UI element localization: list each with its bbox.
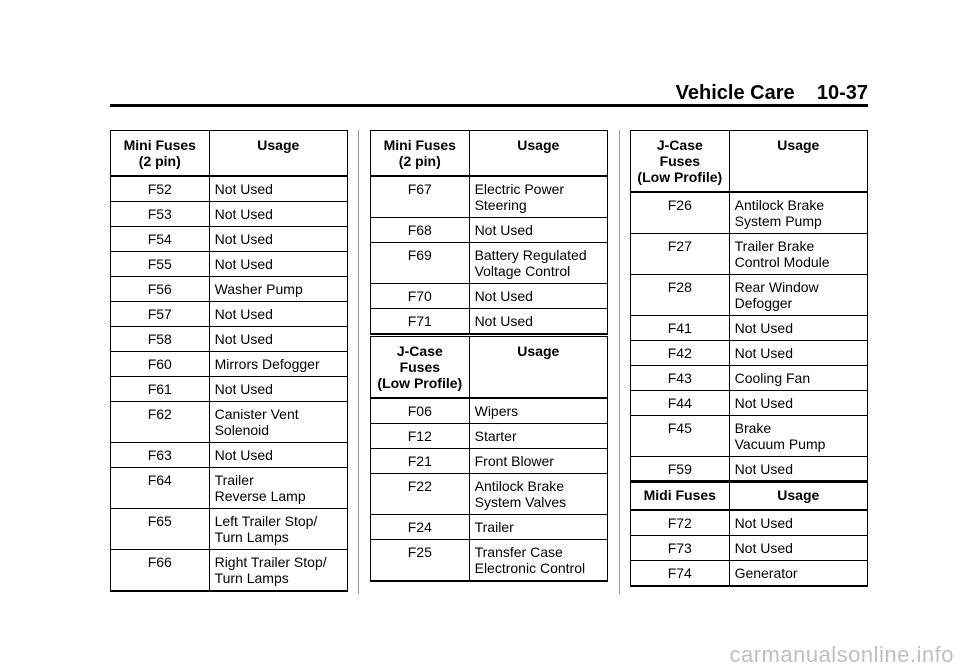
header-text: (Low Profile) (637, 169, 723, 185)
fuse-usage (729, 275, 867, 316)
usage-text: Rear Window (734, 279, 819, 295)
usage-text: Solenoid (214, 422, 270, 438)
table-row (111, 550, 348, 592)
table-row (111, 327, 348, 352)
fuse-usage (729, 316, 867, 341)
fuse-usage (729, 341, 867, 366)
fuse-usage (469, 515, 607, 540)
table-row (631, 316, 868, 341)
table-row (371, 243, 608, 284)
fuse-id: F25 (371, 540, 470, 582)
fuse-usage (729, 416, 867, 457)
usage-text: Vacuum Pump (734, 436, 826, 452)
usage-text: Not Used (734, 540, 793, 556)
fuse-usage (469, 398, 607, 424)
fuse-id: F58 (111, 327, 210, 352)
table-row (631, 192, 868, 234)
usage-text: Turn Lamps (214, 529, 289, 545)
usage-text: Right Trailer Stop/ (214, 554, 327, 570)
fuse-usage (469, 243, 607, 284)
table-row (111, 202, 348, 227)
fuse-id: F06 (371, 398, 470, 424)
usage-text: Reverse Lamp (214, 488, 306, 504)
fuse-id: F43 (631, 366, 730, 391)
usage-text: Not Used (734, 320, 793, 336)
watermark: carmanualsonline.info (729, 642, 954, 667)
usage-text: Not Used (214, 206, 273, 222)
table-row (371, 284, 608, 309)
usage-text: Control Module (734, 254, 830, 270)
fuse-id: F12 (371, 424, 470, 449)
usage-text: Not Used (734, 395, 793, 411)
usage-text: Not Used (734, 345, 793, 361)
table-row (371, 424, 608, 449)
usage-text: Not Used (474, 313, 533, 329)
header-text: Usage (777, 137, 820, 153)
table-row (631, 457, 868, 483)
fuse-usage (209, 252, 347, 277)
j-case-fuses-table-1 (370, 336, 608, 582)
fuse-id: F45 (631, 416, 730, 457)
fuse-usage (469, 284, 607, 309)
usage-text: Steering (474, 197, 527, 213)
table-row (631, 341, 868, 366)
table-row (111, 227, 348, 252)
usage-text: Not Used (474, 288, 533, 304)
usage-text: Starter (474, 428, 517, 444)
fuse-id: F26 (631, 192, 730, 234)
fuse-id: F54 (111, 227, 210, 252)
table-row (631, 536, 868, 561)
fuse-id: F67 (371, 176, 470, 218)
fuse-id: F56 (111, 277, 210, 302)
header-text: Usage (257, 137, 300, 153)
fuse-usage (209, 550, 347, 592)
fuse-usage (209, 468, 347, 509)
usage-text: Not Used (214, 181, 273, 197)
fuse-id: F21 (371, 449, 470, 474)
table-row (111, 509, 348, 550)
fuse-usage (729, 391, 867, 416)
fuse-id: F68 (371, 218, 470, 243)
midi-fuses-table (630, 480, 868, 587)
fuse-usage (209, 302, 347, 327)
usage-text: Not Used (734, 515, 793, 531)
table-row (111, 252, 348, 277)
usage-text: System Valves (474, 494, 567, 510)
table-row (371, 540, 608, 582)
fuse-column-header (371, 337, 470, 399)
fuse-column-header (111, 131, 210, 177)
table-row (111, 402, 348, 443)
column-divider (619, 130, 620, 594)
usage-text: Canister Vent (214, 406, 299, 422)
usage-text: System Pump (734, 213, 822, 229)
fuse-id: F62 (111, 402, 210, 443)
table-row (111, 352, 348, 377)
usage-text: Electric Power (474, 181, 565, 197)
table-row (631, 391, 868, 416)
mini-fuses-table-2 (370, 130, 608, 335)
usage-text: Not Used (214, 231, 273, 247)
table-header-row (371, 337, 608, 399)
table-row (111, 176, 348, 202)
fuse-id: F22 (371, 474, 470, 515)
fuse-usage (469, 424, 607, 449)
fuse-usage (469, 309, 607, 335)
usage-text: Not Used (214, 381, 273, 397)
usage-text: Defogger (734, 295, 793, 311)
fuse-id: F66 (111, 550, 210, 592)
header-text: Usage (517, 343, 560, 359)
usage-column-header (729, 131, 867, 193)
fuse-id: F61 (111, 377, 210, 402)
fuse-id: F52 (111, 176, 210, 202)
fuse-id: F64 (111, 468, 210, 509)
usage-column-header (729, 481, 867, 511)
fuse-id: F24 (371, 515, 470, 540)
usage-column-header (469, 131, 607, 177)
fuse-usage (469, 218, 607, 243)
usage-text: Cooling Fan (734, 370, 811, 386)
table-row (371, 515, 608, 540)
header-text: Fuses (659, 153, 701, 169)
table-row (371, 309, 608, 335)
fuse-id: F73 (631, 536, 730, 561)
header-text: Mini Fuses (383, 137, 456, 153)
j-case-fuses-table-2 (630, 130, 868, 483)
fuse-usage (209, 402, 347, 443)
usage-text: Electronic Control (474, 560, 586, 576)
usage-text: Not Used (734, 461, 793, 477)
usage-column-header (469, 337, 607, 399)
fuse-usage (729, 510, 867, 536)
usage-text: Not Used (214, 331, 273, 347)
fuse-id: F69 (371, 243, 470, 284)
table-row (371, 474, 608, 515)
usage-text: Trailer Brake (734, 238, 815, 254)
table-row (111, 277, 348, 302)
fuse-usage (209, 227, 347, 252)
fuse-usage (209, 277, 347, 302)
fuse-id: F44 (631, 391, 730, 416)
fuse-usage (469, 176, 607, 218)
header-text: (2 pin) (398, 153, 441, 169)
fuse-id: F28 (631, 275, 730, 316)
table-header-row (631, 481, 868, 511)
page-title: Vehicle Care 10-37 (675, 82, 868, 104)
table-row (111, 377, 348, 402)
fuse-usage (729, 457, 867, 483)
table-row (631, 561, 868, 587)
fuse-id: F42 (631, 341, 730, 366)
fuse-usage (729, 536, 867, 561)
fuse-id: F70 (371, 284, 470, 309)
fuse-usage (729, 192, 867, 234)
usage-text: Trailer (214, 472, 254, 488)
usage-text: Turn Lamps (214, 570, 289, 586)
fuse-id: F27 (631, 234, 730, 275)
fuse-usage (729, 234, 867, 275)
fuse-column-header (631, 131, 730, 193)
column-divider (358, 130, 359, 594)
fuse-id: F63 (111, 443, 210, 468)
fuse-column-header (631, 481, 730, 511)
fuse-usage (729, 561, 867, 587)
table-row (111, 468, 348, 509)
fuse-id: F65 (111, 509, 210, 550)
fuse-usage (209, 327, 347, 352)
fuse-id: F60 (111, 352, 210, 377)
table-row (371, 176, 608, 218)
header-text: (2 pin) (138, 153, 181, 169)
usage-text: Transfer Case (474, 544, 563, 560)
fuse-usage (209, 352, 347, 377)
usage-text: Generator (734, 565, 798, 581)
fuse-id: F74 (631, 561, 730, 587)
table-row (631, 416, 868, 457)
usage-text: Brake (734, 420, 772, 436)
header-text: J-Case (656, 137, 703, 153)
fuse-usage (209, 176, 347, 202)
fuse-usage (209, 202, 347, 227)
usage-text: Left Trailer Stop/ (214, 513, 318, 529)
fuse-usage (469, 474, 607, 515)
table-row (631, 510, 868, 536)
table-header-row (371, 131, 608, 177)
header-text: Usage (517, 137, 560, 153)
fuse-usage (469, 540, 607, 582)
usage-text: Not Used (474, 222, 533, 238)
fuse-usage (729, 366, 867, 391)
usage-text: Not Used (214, 256, 273, 272)
table-row (111, 443, 348, 468)
fuse-usage (209, 443, 347, 468)
fuse-usage (469, 449, 607, 474)
page-header (110, 82, 868, 107)
mini-fuses-table-1 (110, 130, 348, 592)
fuse-id: F55 (111, 252, 210, 277)
fuse-id: F71 (371, 309, 470, 335)
table-row (111, 302, 348, 327)
header-text: (Low Profile) (377, 375, 463, 391)
header-text: Mini Fuses (123, 137, 196, 153)
table-row (371, 398, 608, 424)
header-text: Usage (777, 487, 820, 503)
usage-text: Battery Regulated (474, 247, 587, 263)
usage-text: Not Used (214, 306, 273, 322)
usage-text: Front Blower (474, 453, 554, 469)
usage-text: Antilock Brake (734, 197, 825, 213)
fuse-usage (209, 509, 347, 550)
fuse-id: F57 (111, 302, 210, 327)
table-row (631, 366, 868, 391)
usage-text: Wipers (474, 403, 519, 419)
fuse-id: F41 (631, 316, 730, 341)
table-header-row (111, 131, 348, 177)
fuse-id: F59 (631, 457, 730, 483)
table-row (371, 218, 608, 243)
header-text: Fuses (399, 359, 441, 375)
table-row (631, 275, 868, 316)
usage-text: Not Used (214, 447, 273, 463)
fuse-id: F72 (631, 510, 730, 536)
header-text: J-Case (396, 343, 443, 359)
usage-text: Washer Pump (214, 281, 303, 297)
usage-text: Antilock Brake (474, 478, 565, 494)
fuse-id: F53 (111, 202, 210, 227)
header-text: Midi Fuses (643, 487, 716, 503)
table-row (631, 234, 868, 275)
usage-text: Voltage Control (474, 263, 571, 279)
usage-text: Mirrors Defogger (214, 356, 320, 372)
fuse-column-header (371, 131, 470, 177)
usage-column-header (209, 131, 347, 177)
table-header-row (631, 131, 868, 193)
table-row (371, 449, 608, 474)
fuse-usage (209, 377, 347, 402)
usage-text: Trailer (474, 519, 514, 535)
